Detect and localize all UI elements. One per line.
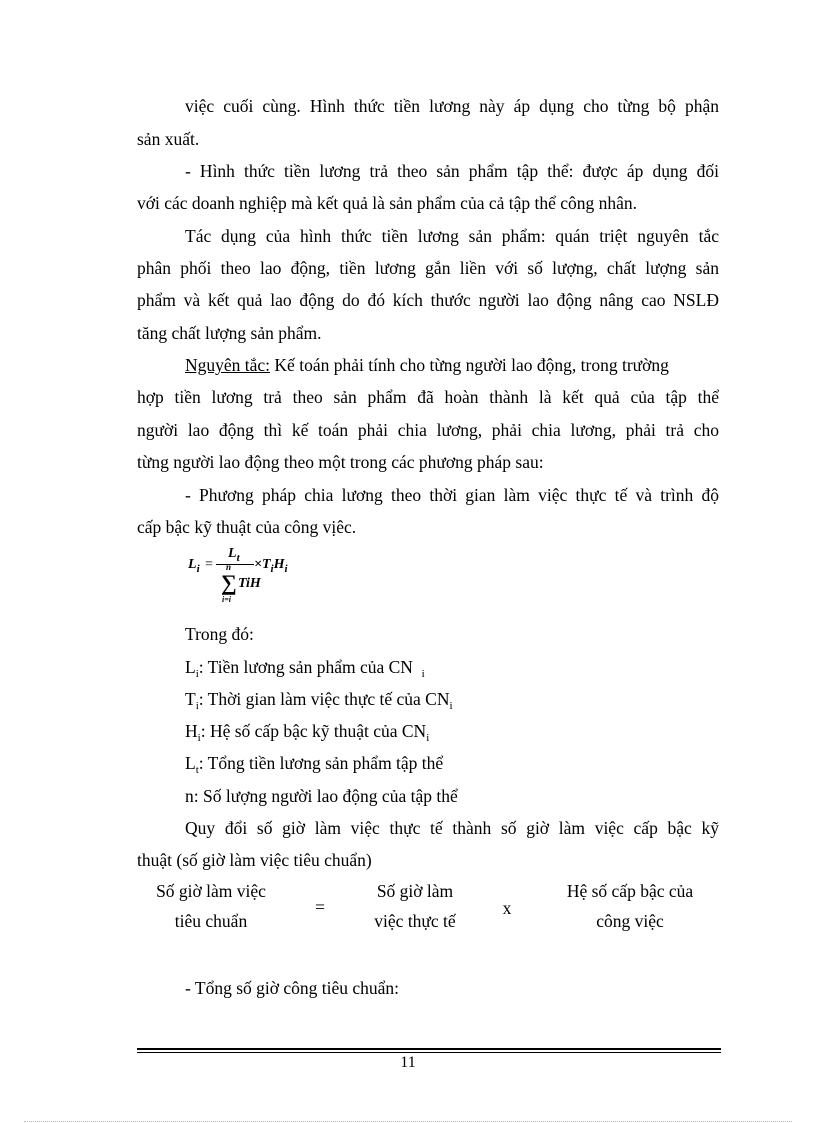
principle-line	[185, 354, 719, 376]
fraction-bar	[216, 564, 254, 565]
paragraph-line: thuật (số giờ làm việc tiêu chuẩn)	[137, 850, 372, 870]
formula-numerator: $L_t$	[228, 546, 240, 564]
definition-item: n: Số lượng người lao động của tập thể	[185, 786, 458, 806]
paragraph-line: phân phối theo lao động, tiền lương gắn liền với số lượng, chất lượng sản	[137, 258, 719, 278]
wage-formula	[188, 548, 328, 610]
paragraph-line: - Tổng số giờ công tiêu chuẩn:	[185, 978, 400, 998]
conversion-equals: =	[315, 897, 325, 917]
paragraph-line: - Phương pháp chia lương theo thời gian làm việc thực tế và trình độ	[185, 485, 719, 505]
definitions-heading: Trong đó:	[185, 624, 254, 644]
page-number: 11	[400, 1054, 416, 1071]
formula-product: $\times T_iH_i$	[254, 557, 288, 575]
paragraph-line: Quy đổi số giờ làm việc thực tế thành số giờ làm việc cấp bậc kỹ	[185, 818, 719, 838]
conversion-actual-hours: Số giờ làm việc thực tế	[374, 881, 456, 931]
page-boundary	[24, 1121, 792, 1122]
definition-item: $H_i$: Hệ số cấp bậc kỹ thuật của $CN_i$	[185, 721, 430, 744]
footer-rule	[137, 1052, 721, 1053]
paragraph-line: - Hình thức tiền lương trả theo sản phẩm tập thể: được áp dụng đối	[185, 161, 719, 181]
paragraph-line: sản xuất.	[137, 129, 200, 149]
paragraph-line: việc cuối cùng. Hình thức tiền lương này áp dụng cho từng bộ phận	[185, 96, 719, 116]
paragraph-line: tăng chất lượng sản phẩm.	[137, 323, 322, 343]
definition-item: $L_i$: Tiền lương sản phẩm của CN $_i$	[185, 657, 425, 680]
sum-term: TiH	[238, 576, 261, 591]
paragraph-line: người lao động thì kế toán phải chia lương, phải chia lương, phải trả cho	[137, 420, 719, 440]
conversion-standard-hours: Số giờ làm việc tiêu chuẩn	[156, 881, 266, 931]
formula-equals: =	[205, 557, 213, 572]
paragraph-line: cấp bậc kỹ thuật của công vịêc.	[137, 517, 357, 537]
paragraph-line: Tác dụng của hình thức tiền lương sản phẩm: quán triệt nguyên tắc	[185, 226, 719, 246]
paragraph-line: hợp tiền lương trả theo sản phẩm đã hoàn thành là kết quả của tập thể	[137, 387, 719, 407]
formula-lhs: $L_i$	[188, 557, 200, 575]
sum-sign: ∑	[221, 570, 237, 595]
sum-upper-limit: n	[226, 562, 232, 572]
definition-item: $L_t$: Tổng tiền lương sản phẩm tập thể	[185, 753, 444, 776]
footer-rule	[137, 1048, 721, 1050]
principle-label: Nguyên tắc:	[185, 355, 271, 375]
paragraph-line: từng người lao động theo một trong các phương pháp sau:	[137, 452, 544, 472]
paragraph-line: với các doanh nghiệp mà kết quả là sản phẩm của cả tập thể công nhân.	[137, 193, 638, 213]
principle-text: Kế toán phải tính cho từng người lao động, trong trường	[270, 355, 669, 375]
conversion-multiply: x	[502, 898, 512, 918]
conversion-grade-coefficient: Hệ số cấp bậc của công việc	[566, 881, 694, 931]
sum-lower-limit: i=i	[222, 595, 232, 604]
paragraph-line: phẩm và kết quả lao động do đó kích thước người lao động nâng cao NSLĐ	[137, 290, 719, 310]
definition-item: $T_i$: Thời gian làm việc thực tế của $CN_i$	[185, 689, 453, 712]
